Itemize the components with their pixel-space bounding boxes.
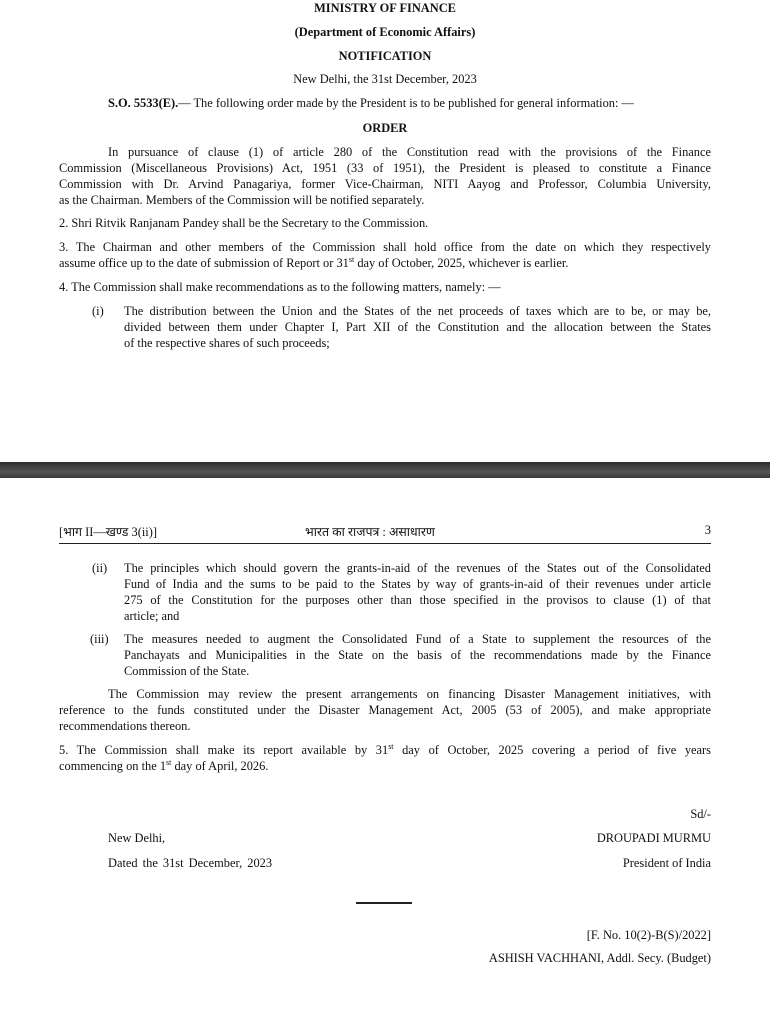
secretary-signature: ASHISH VACHHANI, Addl. Secy. (Budget)	[488, 951, 711, 965]
page-number: 3	[704, 523, 711, 537]
signatory-date: Dated the 31st December, 2023	[108, 856, 273, 870]
item1-line: divided between them under Chapter I, Part XII of the Constitution and the allocation between the States	[124, 320, 711, 334]
signatory-name: DROUPADI MURMU	[596, 831, 711, 845]
disaster-line: recommendations thereon.	[59, 719, 191, 733]
running-head-rule	[59, 543, 711, 544]
item1-marker: (i)	[92, 304, 104, 318]
item2-line: article; and	[124, 609, 180, 623]
para5-text: day of April, 2026.	[171, 759, 269, 773]
running-head	[59, 523, 711, 541]
file-number: [F. No. 10(2)-B(S)/2022]	[586, 928, 711, 942]
disaster-line: The Commission may review the present arrangements on financing Disaster Management initiatives, with	[108, 687, 711, 701]
para1-line: In pursuance of clause (1) of article 280 of the Constitution read with the provisions of the Finance	[108, 145, 711, 159]
para2: 2. Shri Ritvik Ranjanam Pandey shall be the Secretary to the Commission.	[59, 216, 429, 230]
order-heading: ORDER	[362, 121, 408, 135]
so-text: — The following order made by the President is to be published for general information: —	[178, 96, 634, 110]
para5-text: day of October, 2025 covering a period of five years	[393, 743, 712, 757]
signatory-place: New Delhi,	[108, 831, 166, 845]
item3-line: The measures needed to augment the Consolidated Fund of a State to supplement the resources of the	[124, 632, 711, 646]
item2-marker: (ii)	[92, 561, 108, 575]
page-divider	[0, 462, 770, 478]
item3-line: Panchayats and Municipalities in the State on the basis of the recommendations made by the Finance	[124, 648, 711, 662]
para3-line	[59, 255, 568, 271]
para3-text: assume office up to the date of submission of Report or 31	[59, 256, 349, 270]
department-heading: (Department of Economic Affairs)	[294, 25, 476, 39]
para5-text: 5. The Commission shall make its report available by 31	[59, 743, 389, 757]
notification-heading: NOTIFICATION	[338, 49, 432, 63]
para1-line: as the Chairman. Members of the Commission will be notified separately.	[59, 193, 425, 207]
disaster-line: reference to the funds constituted under the Disaster Management Act, 2005 (53 of 2005), and make appropriate	[59, 703, 711, 717]
closing-rule	[356, 902, 412, 904]
para5-sup: st	[388, 741, 394, 751]
signature-sd: Sd/-	[690, 807, 711, 821]
item1-line: of the respective shares of such proceeds;	[124, 336, 330, 350]
para3-sup: st	[348, 254, 355, 264]
item3-line: Commission of the State.	[124, 664, 250, 678]
para3-text: day of October, 2025, whichever is earlier.	[354, 256, 569, 270]
item2-line: Fund of India and the sums to be paid to the States by way of grants-in-aid of their revenues under article	[124, 577, 711, 591]
signatory-title: President of India	[622, 856, 711, 870]
para5-line	[59, 758, 268, 774]
para5-text: commencing on the 1	[59, 759, 167, 773]
so-line	[108, 95, 634, 111]
item2-line: The principles which should govern the grants-in-aid of the revenues of the States out of the Consolidated	[124, 561, 711, 575]
item3-marker: (iii)	[90, 632, 109, 646]
para5-sup: st	[166, 757, 172, 767]
running-head-title: भारत का राजपत्र : असाधारण	[305, 525, 435, 539]
para4: 4. The Commission shall make recommendations as to the following matters, namely: —	[59, 280, 501, 294]
gazette-page-top	[0, 0, 770, 462]
para1-line: Commission (Miscellaneous Provisions) Act, 1951 (33 of 1951), the President is pleased to constitute a Finance	[59, 161, 711, 175]
item2-line: 275 of the Constitution for the purposes other than those specified in the provisos to clause (1) of that	[124, 593, 711, 607]
ministry-heading: MINISTRY OF FINANCE	[314, 1, 456, 15]
para1-line: Commission with Dr. Arvind Panagariya, former Vice-Chairman, NITI Aayog and Professor, Columbia University,	[59, 177, 711, 191]
item1-line: The distribution between the Union and the States of the net proceeds of taxes which are to be, or may be,	[124, 304, 711, 318]
para3-line: 3. The Chairman and other members of the Commission shall hold office from the date on which they respectively	[59, 240, 711, 254]
so-number: S.O. 5533(E).	[108, 96, 179, 110]
place-date: New Delhi, the 31st December, 2023	[293, 72, 477, 86]
running-head-part: [भाग II—खण्ड 3(ii)]	[59, 525, 157, 539]
para5-line	[59, 742, 711, 758]
